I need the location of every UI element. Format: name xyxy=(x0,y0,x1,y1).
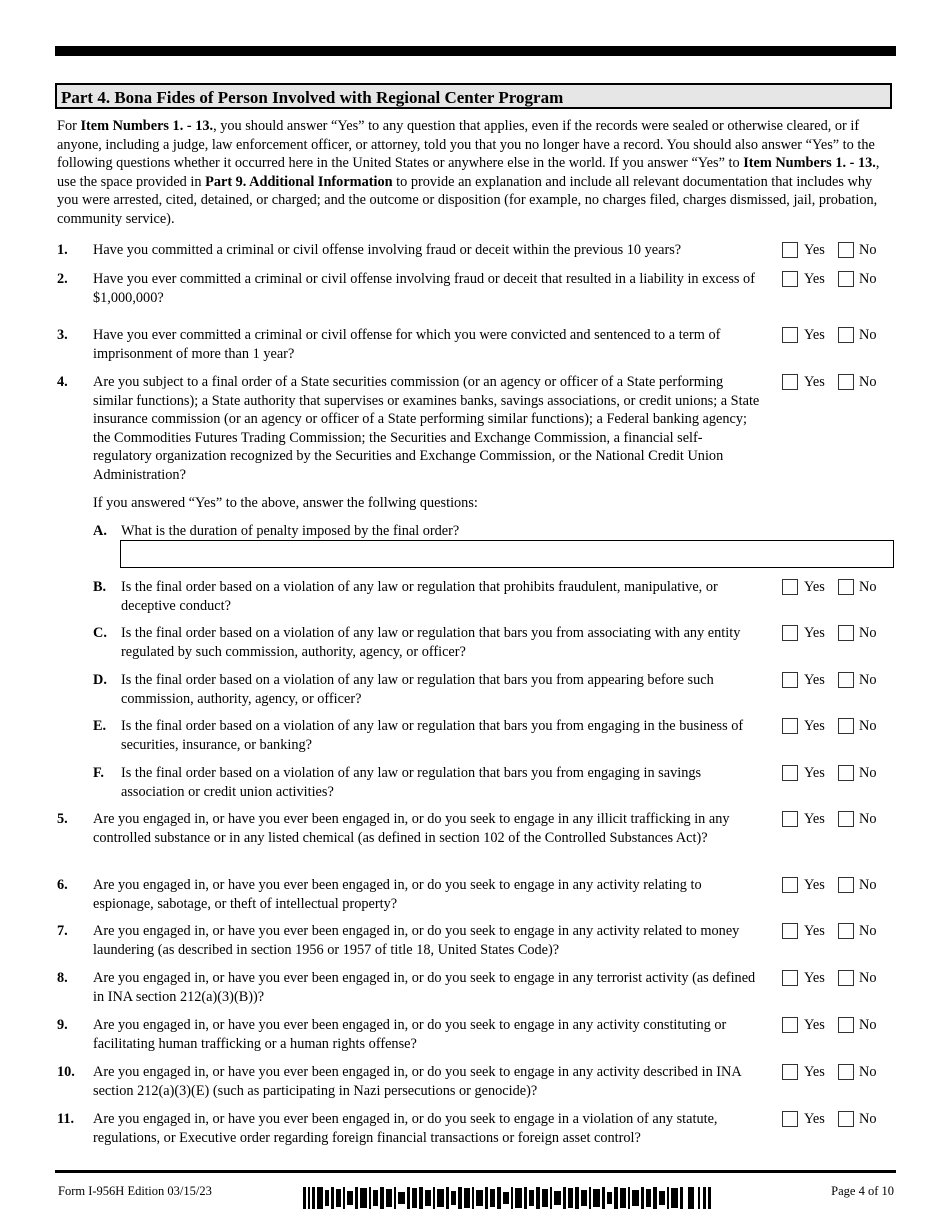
page-number: Page 4 of 10 xyxy=(831,1184,894,1198)
form-edition: Form I-956H Edition 03/15/23 xyxy=(58,1184,212,1198)
yes-checkbox[interactable] xyxy=(782,374,798,390)
no-label: No xyxy=(859,579,877,595)
question-text: Are you engaged in, or have you ever been engaged in, or do you seek to engage in any illicit trafficking in any controlled substance or in any listed chemical (as defined in section 102 of the Controlled Substances Act)? xyxy=(93,811,730,846)
yes-no-group xyxy=(782,1016,892,1036)
yes-checkbox[interactable] xyxy=(782,242,798,258)
yes-no-group xyxy=(782,1063,892,1083)
yes-label: Yes xyxy=(804,242,825,258)
no-label: No xyxy=(859,242,877,258)
question-number: 5. xyxy=(57,811,68,827)
question-text: Are you engaged in, or have you ever been engaged in, or do you seek to engage in any activity constituting or facilitating human trafficking or a human rights offense? xyxy=(93,1017,727,1052)
question-number: 9. xyxy=(57,1017,68,1033)
question-number: 6. xyxy=(57,877,68,893)
subquestion-text: Is the final order based on a violation of any law or regulation that bars you from engaging in savings association or credit union activities? xyxy=(121,765,702,800)
subquestion-text: What is the duration of penalty imposed by the final order? xyxy=(121,523,460,539)
question-number: 10. xyxy=(57,1064,75,1080)
no-label: No xyxy=(859,1064,877,1080)
yes-no-group xyxy=(782,373,892,393)
no-label: No xyxy=(859,327,877,343)
no-checkbox[interactable] xyxy=(838,970,854,986)
yes-no-group xyxy=(782,717,892,737)
subquestion-letter: D. xyxy=(93,672,107,688)
question-number: 11. xyxy=(57,1111,75,1127)
yes-checkbox[interactable] xyxy=(782,672,798,688)
yes-checkbox[interactable] xyxy=(782,718,798,734)
yes-no-group xyxy=(782,922,892,942)
no-label: No xyxy=(859,672,877,688)
no-label: No xyxy=(859,811,877,827)
no-label: No xyxy=(859,718,877,734)
question-text: Are you engaged in, or have you ever been engaged in, or do you seek to engage in any activity relating to espionage, sabotage, or theft of intellectual property? xyxy=(93,877,702,912)
no-checkbox[interactable] xyxy=(838,718,854,734)
no-checkbox[interactable] xyxy=(838,579,854,595)
question-number: 1. xyxy=(57,242,68,258)
yes-checkbox[interactable] xyxy=(782,877,798,893)
yes-checkbox[interactable] xyxy=(782,1064,798,1080)
yes-label: Yes xyxy=(804,327,825,343)
part-header: Part 4. Bona Fides of Person Involved with Regional Center Program xyxy=(55,83,892,109)
yes-checkbox[interactable] xyxy=(782,625,798,641)
subquestion-letter: F. xyxy=(93,765,104,781)
yes-label: Yes xyxy=(804,811,825,827)
yes-no-group xyxy=(782,876,892,896)
yes-checkbox[interactable] xyxy=(782,1111,798,1127)
subquestion-text: Is the final order based on a violation of any law or regulation that bars you from appearing before such commission, authority, agency, or officer? xyxy=(121,672,714,707)
yes-label: Yes xyxy=(804,877,825,893)
question-text: Are you engaged in, or have you ever been engaged in, or do you seek to engage in a violation of any statute, regulations, or Executive order regarding foreign financial transactions or foreign asset control? xyxy=(93,1111,718,1146)
yes-checkbox[interactable] xyxy=(782,765,798,781)
question-text: Are you engaged in, or have you ever been engaged in, or do you seek to engage in any terrorist activity (as defined in INA section 212(a)(3)(B))? xyxy=(93,970,756,1005)
no-checkbox[interactable] xyxy=(838,271,854,287)
penalty-duration-field[interactable] xyxy=(120,540,894,568)
yes-no-group xyxy=(782,764,892,784)
subquestion-letter: C. xyxy=(93,625,107,641)
yes-no-group xyxy=(782,810,892,830)
yes-label: Yes xyxy=(804,625,825,641)
question-number: 3. xyxy=(57,327,68,343)
subquestion-text: Is the final order based on a violation of any law or regulation that bars you from associating with any entity regulated by such commission, authority, agency, or officer? xyxy=(121,625,741,660)
no-checkbox[interactable] xyxy=(838,923,854,939)
question-text: Have you ever committed a criminal or civil offense involving fraud or deceit that resulted in a liability in excess of $1,000,000? xyxy=(93,271,755,306)
intro-paragraph: For Item Numbers 1. - 13., you should answer “Yes” to any question that applies, even if the records were sealed or otherwise cleared, or if anyone, including a judge, law enforcement officer, or attorney, told you that you no longer have a record. You should also answer “Yes” to the following questions whether it occurred here in the United States or anywhere else in the world. If you answer “Yes” to Item Numbers 1. - 13., use the space provided in Part 9. Additional Information to provide an explanation and include all relevant documentation that includes why you were arrested, cited, detained, or charged; and the outcome or disposition (for example, no charges filed, charges dismissed, jail, probation, community service). xyxy=(57,118,880,227)
yes-checkbox[interactable] xyxy=(782,271,798,287)
no-label: No xyxy=(859,765,877,781)
no-checkbox[interactable] xyxy=(838,811,854,827)
yes-no-group xyxy=(782,241,892,261)
question-text: Are you subject to a final order of a State securities commission (or an agency or officer of a State performing similar functions); a State authority that supervises or examines banks, savings associations, or credit unions; a State insurance commission (or an agency or officer of a State performing similar functions); a Federal banking agency; the Commodities Futures Trading Commission; the Securities and Exchange Commission, a financial self-regulatory organization recognized by the Securities and Exchange Commission, or the National Credit Union Administration? xyxy=(93,374,760,483)
subquestion-letter: E. xyxy=(93,718,107,734)
no-label: No xyxy=(859,970,877,986)
yes-label: Yes xyxy=(804,718,825,734)
yes-checkbox[interactable] xyxy=(782,970,798,986)
subquestion-text: Is the final order based on a violation of any law or regulation that prohibits fraudulent, manipulative, or deceptive conduct? xyxy=(121,579,718,614)
yes-no-group xyxy=(782,326,892,346)
no-label: No xyxy=(859,271,877,287)
yes-label: Yes xyxy=(804,765,825,781)
yes-checkbox[interactable] xyxy=(782,811,798,827)
no-checkbox[interactable] xyxy=(838,374,854,390)
yes-label: Yes xyxy=(804,970,825,986)
yes-no-group xyxy=(782,270,892,290)
yes-label: Yes xyxy=(804,923,825,939)
no-checkbox[interactable] xyxy=(838,1111,854,1127)
question-number: 8. xyxy=(57,970,68,986)
no-label: No xyxy=(859,374,877,390)
yes-checkbox[interactable] xyxy=(782,923,798,939)
no-label: No xyxy=(859,1111,877,1127)
no-checkbox[interactable] xyxy=(838,1064,854,1080)
no-checkbox[interactable] xyxy=(838,672,854,688)
top-rule xyxy=(55,46,896,56)
yes-no-group xyxy=(782,671,892,691)
yes-label: Yes xyxy=(804,579,825,595)
yes-label: Yes xyxy=(804,1111,825,1127)
yes-checkbox[interactable] xyxy=(782,1017,798,1033)
yes-checkbox[interactable] xyxy=(782,579,798,595)
subquestion-letter: A. xyxy=(93,523,107,539)
barcode-image xyxy=(303,1187,711,1209)
yes-label: Yes xyxy=(804,374,825,390)
yes-no-group xyxy=(782,578,892,598)
no-checkbox[interactable] xyxy=(838,765,854,781)
question-number: 4. xyxy=(57,374,68,390)
question-text: Have you committed a criminal or civil offense involving fraud or deceit within the previous 10 years? xyxy=(93,242,682,258)
no-checkbox[interactable] xyxy=(838,242,854,258)
question-number: 2. xyxy=(57,271,68,287)
question-text: Are you engaged in, or have you ever been engaged in, or do you seek to engage in any activity related to money laundering (as described in section 1956 or 1957 of title 18, United States Code)? xyxy=(93,923,740,958)
yes-no-group xyxy=(782,624,892,644)
question-text: Have you ever committed a criminal or civil offense for which you were convicted and sentenced to a term of imprisonment of more than 1 year? xyxy=(93,327,721,362)
yes-no-group xyxy=(782,1110,892,1130)
no-checkbox[interactable] xyxy=(838,877,854,893)
no-checkbox[interactable] xyxy=(838,1017,854,1033)
yes-label: Yes xyxy=(804,1017,825,1033)
subquestion-text: Is the final order based on a violation of any law or regulation that bars you from engaging in the business of securities, insurance, or banking? xyxy=(121,718,744,753)
bottom-rule xyxy=(55,1170,896,1173)
no-checkbox[interactable] xyxy=(838,327,854,343)
question-number: 7. xyxy=(57,923,68,939)
no-label: No xyxy=(859,1017,877,1033)
no-label: No xyxy=(859,625,877,641)
yes-checkbox[interactable] xyxy=(782,327,798,343)
yes-label: Yes xyxy=(804,672,825,688)
no-checkbox[interactable] xyxy=(838,625,854,641)
subquestion-letter: B. xyxy=(93,579,107,595)
yes-no-group xyxy=(782,969,892,989)
question-text: Are you engaged in, or have you ever been engaged in, or do you seek to engage in any activity described in INA section 212(a)(3)(E) (such as participating in Nazi persecutions or genocide)? xyxy=(93,1064,741,1099)
yes-label: Yes xyxy=(804,1064,825,1080)
no-label: No xyxy=(859,877,877,893)
no-label: No xyxy=(859,923,877,939)
yes-label: Yes xyxy=(804,271,825,287)
